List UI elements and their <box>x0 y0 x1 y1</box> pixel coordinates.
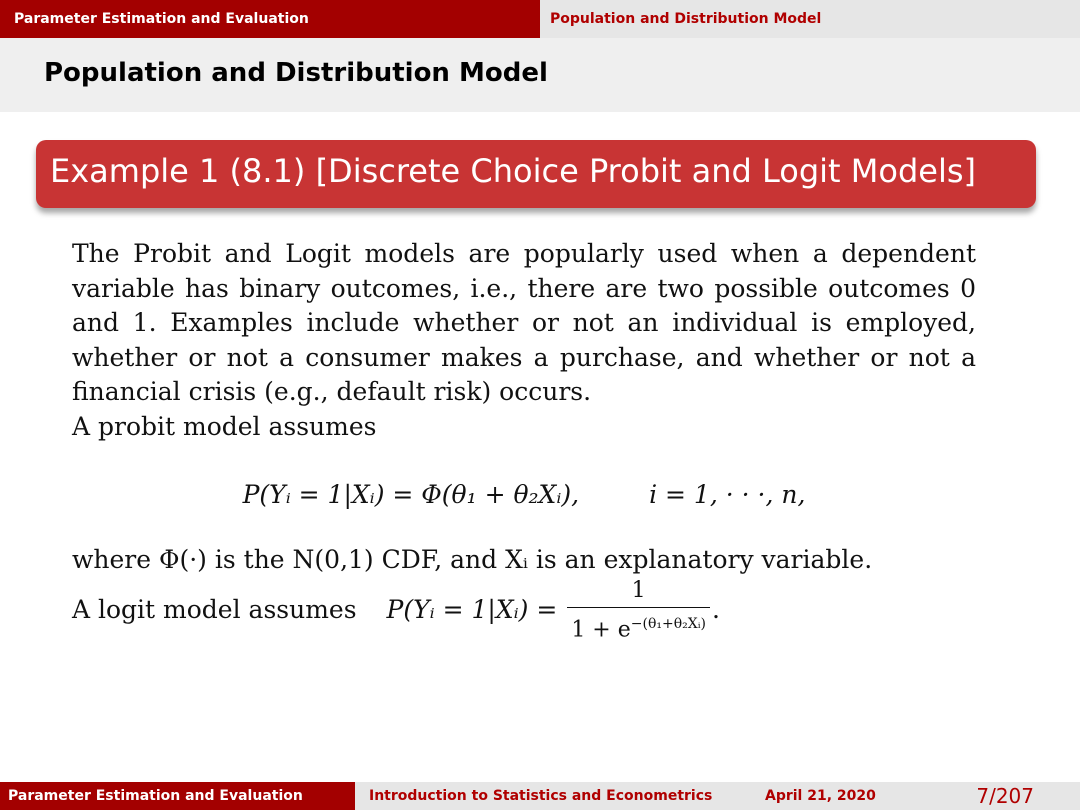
probit-index: i = 1, · · ·, n, <box>649 480 806 509</box>
example-body <box>72 237 976 644</box>
logit-lhs: P(Yᵢ = 1|Xᵢ) = <box>386 595 558 625</box>
example-block-header <box>36 140 1036 208</box>
logit-denominator-base: 1 + e <box>571 617 631 643</box>
logit-end: . <box>712 595 720 625</box>
frame-title-band <box>0 38 1080 112</box>
footer-date: April 21, 2020 <box>765 788 876 804</box>
probit-intro: A probit model assumes <box>72 411 377 441</box>
probit-explanation: where Φ(·) is the N(0,1) CDF, and Xᵢ is an explanatory variable. <box>72 544 873 574</box>
logit-denominator <box>567 607 710 644</box>
probit-equation: P(Yᵢ = 1|Xᵢ) = Φ(θ₁ + θ₂Xᵢ), <box>242 480 580 509</box>
footer-right <box>715 782 1080 810</box>
footer-course[interactable]: Introduction to Statistics and Econometrics <box>355 782 715 810</box>
example-title: Example 1 (8.1) [Discrete Choice Probit and Logit Models] <box>50 152 976 190</box>
probit-equation-row <box>72 478 976 513</box>
logit-intro: A logit model assumes <box>72 595 357 625</box>
frame-title: Population and Distribution Model <box>44 58 548 88</box>
top-navigation <box>0 0 1080 38</box>
nav-section-right[interactable]: Population and Distribution Model <box>540 0 1080 38</box>
logit-row <box>72 577 976 644</box>
intro-paragraph: The Probit and Logit models are popularly used when a dependent variable has binary outcomes, i.e., there are two possible outcomes 0 and 1. Examples include whether or not an individual is employed, whether or not a consumer makes a purchase, and whether or not a financial crisis (e.g., default risk) occurs. <box>72 239 976 406</box>
footer-author[interactable]: Parameter Estimation and Evaluation <box>0 782 355 810</box>
footer-bar <box>0 782 1080 810</box>
logit-denominator-exponent: −(θ₁+θ₂Xᵢ) <box>630 616 706 632</box>
page-number[interactable]: 7/207 <box>976 784 1034 808</box>
nav-section-left[interactable]: Parameter Estimation and Evaluation <box>0 0 540 38</box>
logit-numerator: 1 <box>631 578 646 603</box>
logit-fraction <box>567 577 710 644</box>
